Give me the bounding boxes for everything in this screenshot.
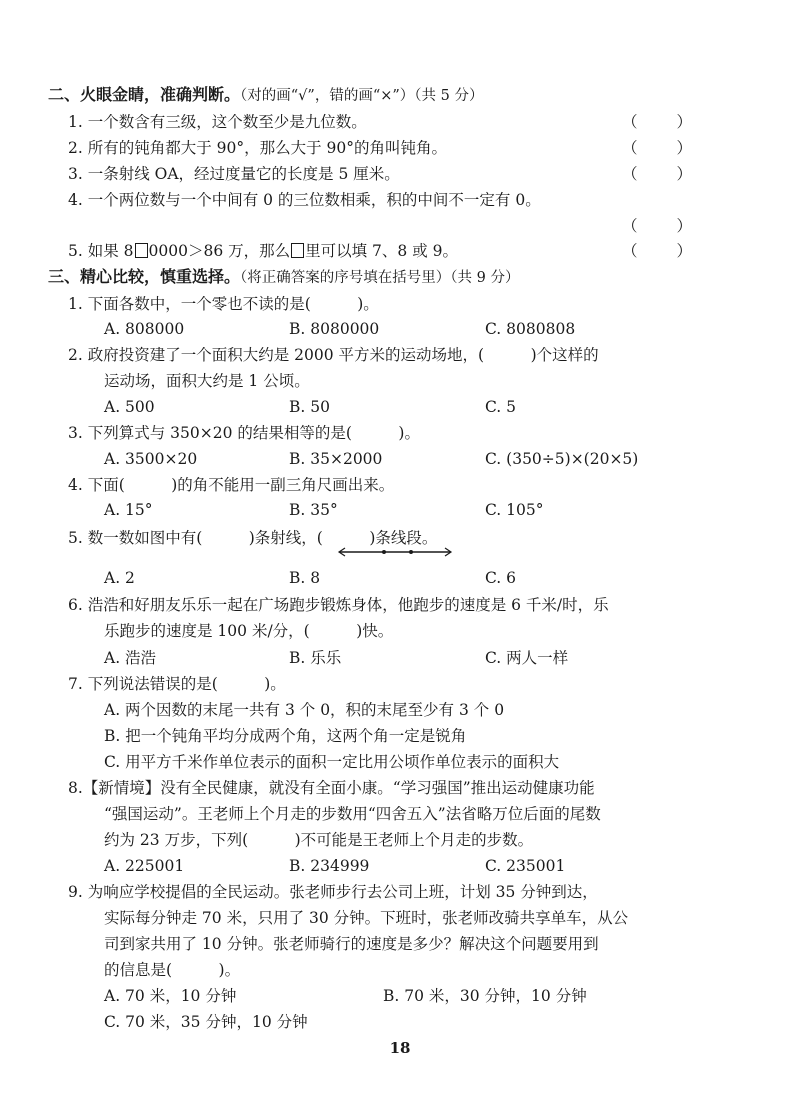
q7-stem: 7. 下列说法错误的是( )。 bbox=[68, 675, 286, 693]
s2-item-1: 1. 一个数含有三级，这个数至少是九位数。 bbox=[68, 113, 367, 131]
section-2-heading: 二、火眼金睛，准确判断。 bbox=[48, 85, 241, 104]
q8-stem-line2: “强国运动”。王老师上个月走的步数用“四舍五入”法省略万位后面的尾数 bbox=[104, 805, 601, 823]
q9-stem-line2: 实际每分钟走 70 米，只用了 30 分钟。下班时，张老师改骑共享单车，从公 bbox=[104, 909, 629, 927]
paren-close: ） bbox=[676, 165, 692, 183]
s2-item-4: 4. 一个两位数与一个中间有 0 的三位数相乘，积的中间不一定有 0。 bbox=[68, 191, 541, 209]
paren-open: （ bbox=[622, 242, 638, 260]
page-number: 18 bbox=[389, 1039, 411, 1057]
q3-option-c[interactable]: C. (350÷5)×(20×5) bbox=[485, 450, 639, 468]
s2-answer-4[interactable] bbox=[622, 213, 692, 239]
s2-item-5-part3: 里可以填 7、8 或 9。 bbox=[305, 242, 458, 260]
q4-option-b[interactable]: B. 35° bbox=[289, 501, 338, 519]
q4-option-a[interactable]: A. 15° bbox=[104, 501, 153, 519]
q3-stem: 3. 下列算式与 350×20 的结果相等的是( )。 bbox=[68, 424, 420, 442]
paren-close: ） bbox=[676, 139, 692, 157]
q9-stem-line4: 的信息是( )。 bbox=[104, 961, 241, 979]
q5-option-a[interactable]: A. 2 bbox=[104, 569, 135, 587]
q5-option-b[interactable]: B. 8 bbox=[289, 569, 321, 587]
q8-stem-line3: 约为 23 万步，下列( )不可能是王老师上个月走的步数。 bbox=[104, 831, 534, 849]
s2-item-3: 3. 一条射线 OA，经过度量它的长度是 5 厘米。 bbox=[68, 165, 400, 183]
s2-item-5-part2: 0000＞86 万，那么 bbox=[148, 242, 291, 260]
q9-stem-line3: 司到家共用了 10 分钟。张老师骑行的速度是多少？解决这个问题要用到 bbox=[104, 935, 599, 953]
q3-option-a[interactable]: A. 3500×20 bbox=[104, 450, 198, 468]
q8-option-c[interactable]: C. 235001 bbox=[485, 857, 566, 875]
q1-option-c[interactable]: C. 8080808 bbox=[485, 320, 576, 338]
paren-open: （ bbox=[622, 165, 638, 183]
paren-close: ） bbox=[676, 217, 692, 235]
paren-close: ） bbox=[676, 242, 692, 260]
paren-open: （ bbox=[622, 217, 638, 235]
figure-point-1 bbox=[382, 550, 386, 554]
q6-option-a[interactable]: A. 浩浩 bbox=[104, 649, 157, 667]
q4-option-c[interactable]: C. 105° bbox=[485, 501, 544, 519]
section-3-note: （将正确答案的序号填在括号里）（共 9 分） bbox=[240, 270, 520, 286]
s2-answer-1[interactable] bbox=[622, 109, 692, 135]
q8-option-b[interactable]: B. 234999 bbox=[289, 857, 370, 875]
q2-stem-line1: 2. 政府投资建了一个面积大约是 2000 平方米的运动场地，( )个这样的 bbox=[68, 346, 599, 364]
paren-open: （ bbox=[622, 113, 638, 131]
q1-option-a[interactable]: A. 808000 bbox=[104, 320, 185, 338]
s2-item-2: 2. 所有的钝角都大于 90°，那么大于 90°的角叫钝角。 bbox=[68, 139, 448, 157]
q8-stem-line1: 8.【新情境】没有全民健康，就没有全面小康。“学习强国”推出运动健康功能 bbox=[68, 779, 595, 797]
s2-item-5 bbox=[68, 238, 458, 264]
q1-option-b[interactable]: B. 8080000 bbox=[289, 320, 380, 338]
q3-option-b[interactable]: B. 35×2000 bbox=[289, 450, 383, 468]
q1-stem: 1. 下面各数中，一个零也不读的是( )。 bbox=[68, 295, 379, 313]
section-2-note: （对的画“√”，错的画“×”）（共 5 分） bbox=[240, 88, 484, 104]
q6-stem-line1: 6. 浩浩和好朋友乐乐一起在广场跑步锻炼身体，他跑步的速度是 6 千米/时，乐 bbox=[68, 596, 609, 614]
q5-option-c[interactable]: C. 6 bbox=[485, 569, 517, 587]
q7-option-a[interactable]: A. 两个因数的末尾一共有 3 个 0，积的末尾至少有 3 个 0 bbox=[104, 701, 505, 719]
q6-option-b[interactable]: B. 乐乐 bbox=[289, 649, 342, 667]
blank-box bbox=[135, 243, 148, 258]
figure-point-2 bbox=[409, 550, 413, 554]
blank-box bbox=[291, 243, 304, 258]
q4-stem: 4. 下面( )的角不能用一副三角尺画出来。 bbox=[68, 476, 395, 494]
q7-option-b[interactable]: B. 把一个钝角平均分成两个角，这两个角一定是锐角 bbox=[104, 727, 467, 745]
q9-option-b[interactable]: B. 70 米，30 分钟，10 分钟 bbox=[383, 987, 587, 1005]
q9-option-a[interactable]: A. 70 米，10 分钟 bbox=[104, 987, 237, 1005]
ray-segment-figure bbox=[336, 546, 454, 558]
s2-answer-2[interactable] bbox=[622, 135, 692, 161]
s2-answer-3[interactable] bbox=[622, 161, 692, 187]
section-3-title bbox=[48, 264, 519, 290]
q6-stem-line2: 乐跑步的速度是 100 米/分，( )快。 bbox=[104, 622, 394, 640]
q8-option-a[interactable]: A. 225001 bbox=[104, 857, 185, 875]
section-3-heading: 三、精心比较，慎重选择。 bbox=[48, 267, 241, 286]
q9-option-c[interactable]: C. 70 米，35 分钟，10 分钟 bbox=[104, 1013, 308, 1031]
q2-option-c[interactable]: C. 5 bbox=[485, 398, 517, 416]
s2-answer-5[interactable] bbox=[622, 238, 692, 264]
q2-option-a[interactable]: A. 500 bbox=[104, 398, 155, 416]
q5-stem: 5. 数一数如图中有( )条射线，( )条线段。 bbox=[68, 529, 438, 547]
q6-option-c[interactable]: C. 两人一样 bbox=[485, 649, 569, 667]
q7-option-c[interactable]: C. 用平方千米作单位表示的面积一定比用公顷作单位表示的面积大 bbox=[104, 753, 560, 771]
q2-option-b[interactable]: B. 50 bbox=[289, 398, 330, 416]
section-2-title bbox=[48, 82, 484, 108]
paren-open: （ bbox=[622, 139, 638, 157]
q2-stem-line2: 运动场，面积大约是 1 公顷。 bbox=[104, 372, 310, 390]
paren-close: ） bbox=[676, 113, 692, 131]
s2-item-5-part1: 5. 如果 8 bbox=[68, 242, 134, 260]
q9-stem-line1: 9. 为响应学校提倡的全民运动。张老师步行去公司上班，计划 35 分钟到达， bbox=[68, 883, 598, 901]
